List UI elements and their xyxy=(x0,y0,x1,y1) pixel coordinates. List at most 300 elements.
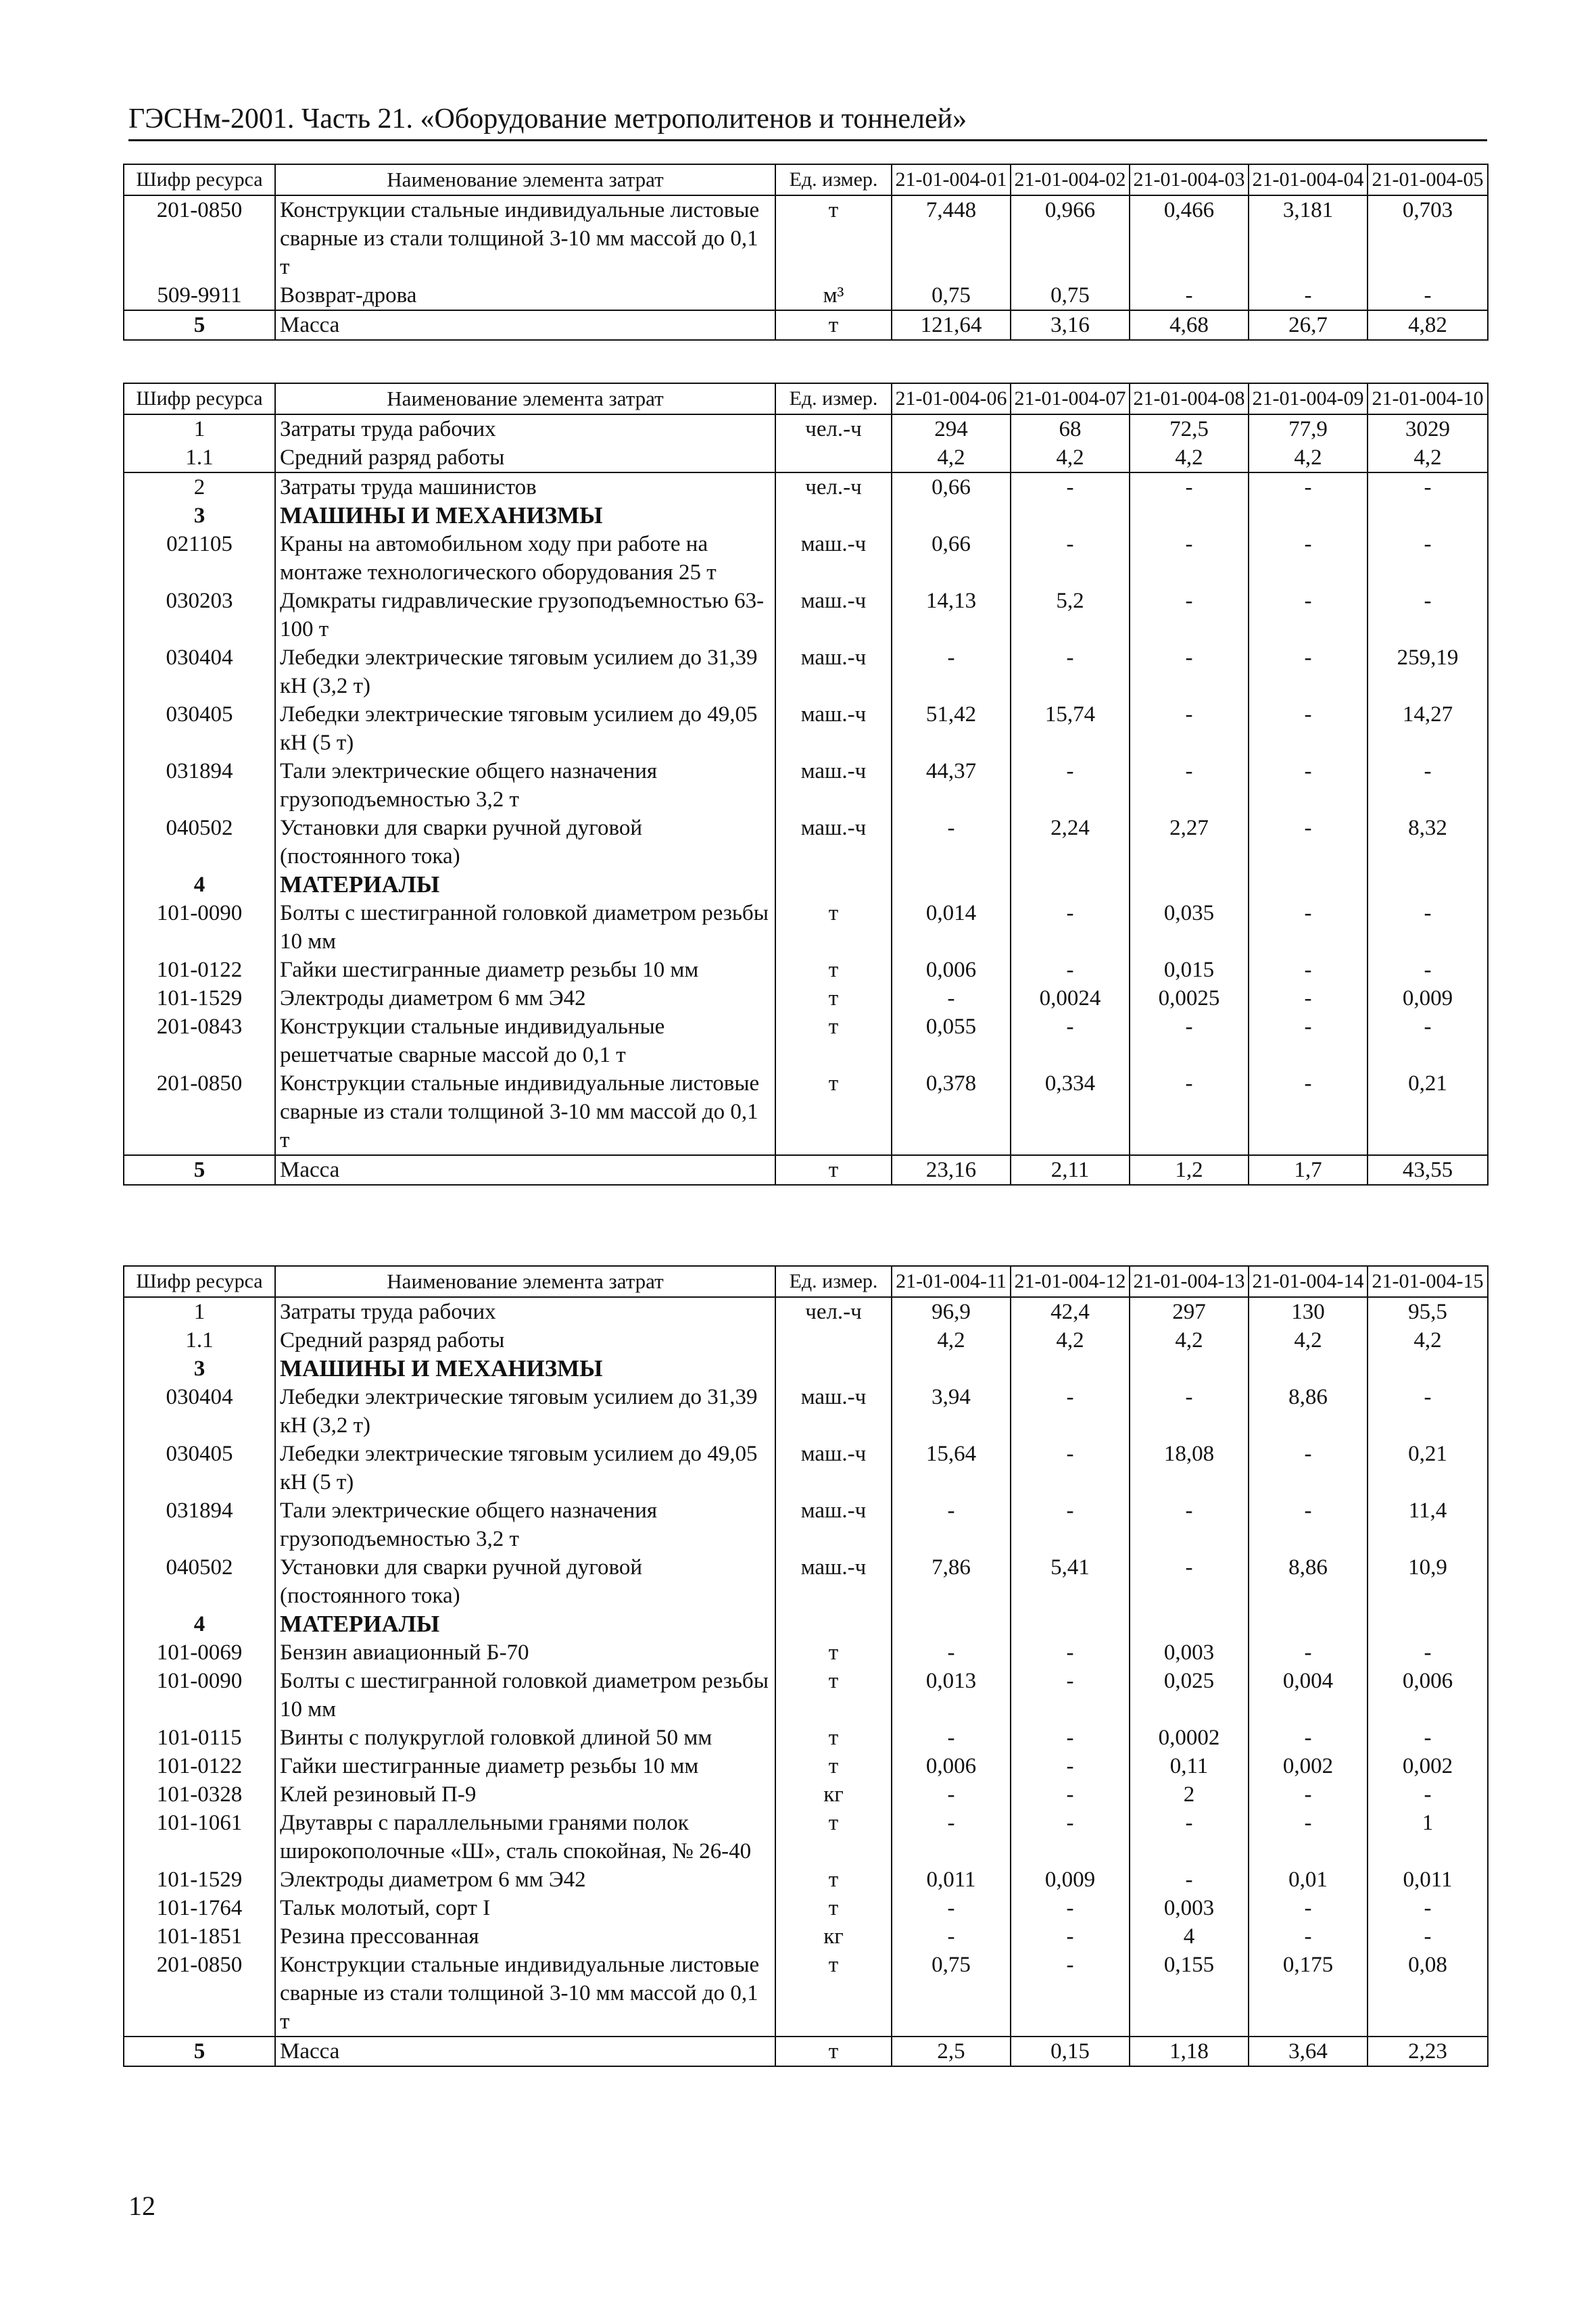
column-header-norm-code: 21-01-004-10 xyxy=(1368,383,1488,414)
value-cell: 4,2 xyxy=(1368,1326,1488,1355)
value-cell: - xyxy=(892,1809,1011,1866)
column-header-norm-code: 21-01-004-15 xyxy=(1368,1266,1488,1297)
value-cell: 15,74 xyxy=(1011,700,1130,757)
value-cell: 18,08 xyxy=(1130,1440,1249,1496)
value-cell: 0,035 xyxy=(1130,899,1249,956)
value-cell: - xyxy=(1249,1013,1368,1069)
value-cell: 3,16 xyxy=(1011,310,1130,340)
value-cell xyxy=(1130,502,1249,530)
value-cell: 68 xyxy=(1011,414,1130,443)
table-row xyxy=(124,1866,1488,1894)
column-header-norm-code: 21-01-004-11 xyxy=(892,1266,1011,1297)
value-cell: 2,11 xyxy=(1011,1155,1130,1185)
unit-cell: чел.-ч xyxy=(775,1297,892,1326)
value-cell: 7,86 xyxy=(892,1553,1011,1610)
value-cell: - xyxy=(1011,472,1130,502)
value-cell: - xyxy=(1011,1724,1130,1752)
unit-cell xyxy=(775,871,892,899)
value-cell: - xyxy=(1249,1780,1368,1809)
table-header-row xyxy=(124,1266,1488,1297)
value-cell: - xyxy=(1249,956,1368,984)
table-row xyxy=(124,700,1488,757)
value-cell: 96,9 xyxy=(892,1297,1011,1326)
resource-name-cell: Краны на автомобильном ходу при работе на монтаже технологического оборудования 25 т xyxy=(275,530,775,587)
column-header-norm-code: 21-01-004-04 xyxy=(1249,164,1368,195)
unit-cell: маш.-ч xyxy=(775,1553,892,1610)
value-cell: 51,42 xyxy=(892,700,1011,757)
section-row xyxy=(124,502,1488,530)
value-cell: 0,155 xyxy=(1130,1951,1249,2037)
unit-cell xyxy=(775,502,892,530)
value-cell: 14,27 xyxy=(1368,700,1488,757)
value-cell: 259,19 xyxy=(1368,643,1488,700)
column-header-norm-code: 21-01-004-14 xyxy=(1249,1266,1368,1297)
value-cell: 0,66 xyxy=(892,530,1011,587)
column-header-norm-code: 21-01-004-03 xyxy=(1130,164,1249,195)
resource-code-cell: 201-0850 xyxy=(124,1951,275,2037)
resource-name-cell: Лебедки электрические тяговым усилием до 49,05 кН (5 т) xyxy=(275,1440,775,1496)
resource-code-cell: 1.1 xyxy=(124,443,275,472)
value-cell: - xyxy=(1130,530,1249,587)
table-row xyxy=(124,643,1488,700)
value-cell: - xyxy=(1011,1951,1130,2037)
value-cell: - xyxy=(1130,1866,1249,1894)
resource-code-cell: 101-0115 xyxy=(124,1724,275,1752)
value-cell: - xyxy=(1368,1724,1488,1752)
value-cell: - xyxy=(1368,530,1488,587)
value-cell: 44,37 xyxy=(892,757,1011,814)
value-cell: 3,94 xyxy=(892,1383,1011,1440)
table-row xyxy=(124,472,1488,502)
total-mass-row xyxy=(124,310,1488,340)
resource-code-cell: 5 xyxy=(124,1155,275,1185)
value-cell: - xyxy=(1368,899,1488,956)
value-cell: 4,2 xyxy=(1368,443,1488,472)
value-cell: - xyxy=(892,1922,1011,1951)
table-row xyxy=(124,757,1488,814)
unit-cell: маш.-ч xyxy=(775,1440,892,1496)
resource-code-cell: 5 xyxy=(124,2037,275,2066)
column-header-unit: Ед. измер. xyxy=(775,164,892,195)
value-cell: - xyxy=(1011,1496,1130,1553)
value-cell: 0,66 xyxy=(892,472,1011,502)
column-header-norm-code: 21-01-004-13 xyxy=(1130,1266,1249,1297)
value-cell: 0,0024 xyxy=(1011,984,1130,1013)
value-cell: 3,64 xyxy=(1249,2037,1368,2066)
value-cell xyxy=(1249,871,1368,899)
value-cell: - xyxy=(1011,757,1130,814)
resource-name-cell: Затраты труда рабочих xyxy=(275,414,775,443)
value-cell: 3029 xyxy=(1368,414,1488,443)
value-cell: - xyxy=(1249,281,1368,310)
table-row xyxy=(124,1440,1488,1496)
value-cell xyxy=(1130,1610,1249,1638)
table-row xyxy=(124,195,1488,281)
resource-code-cell: 101-0328 xyxy=(124,1780,275,1809)
resource-table-2 xyxy=(123,383,1489,1186)
value-cell: - xyxy=(1249,530,1368,587)
value-cell: - xyxy=(892,1638,1011,1667)
value-cell: - xyxy=(1011,643,1130,700)
value-cell: 2 xyxy=(1130,1780,1249,1809)
value-cell: - xyxy=(1130,1809,1249,1866)
value-cell: 7,448 xyxy=(892,195,1011,281)
table-row xyxy=(124,443,1488,472)
resource-name-cell: Конструкции стальные индивидуальные листовые сварные из стали толщиной 3-10 мм массой до 0,1 т xyxy=(275,195,775,281)
value-cell xyxy=(1368,502,1488,530)
value-cell: 4,2 xyxy=(892,1326,1011,1355)
resource-code-cell: 1.1 xyxy=(124,1326,275,1355)
resource-name-cell: Болты с шестигранной головкой диаметром резьбы 10 мм xyxy=(275,1667,775,1724)
value-cell: 0,006 xyxy=(1368,1667,1488,1724)
column-header-norm-code: 21-01-004-06 xyxy=(892,383,1011,414)
page-header: ГЭСНм-2001. Часть 21. «Оборудование метрополитенов и тоннелей» xyxy=(128,101,1487,141)
column-header-name: Наименование элемента затрат xyxy=(275,383,775,414)
resource-name-cell: Конструкции стальные индивидуальные листовые сварные из стали толщиной 3-10 мм массой до 0,1 т xyxy=(275,1069,775,1155)
value-cell xyxy=(1249,1355,1368,1383)
value-cell: 2,27 xyxy=(1130,814,1249,871)
value-cell: - xyxy=(1130,643,1249,700)
value-cell: 0,966 xyxy=(1011,195,1130,281)
resource-name-cell: МАШИНЫ И МЕХАНИЗМЫ xyxy=(275,502,775,530)
unit-cell: чел.-ч xyxy=(775,414,892,443)
total-mass-row xyxy=(124,2037,1488,2066)
value-cell: 1,2 xyxy=(1130,1155,1249,1185)
column-header-unit: Ед. измер. xyxy=(775,383,892,414)
value-cell: 4,2 xyxy=(1130,1326,1249,1355)
value-cell: 10,9 xyxy=(1368,1553,1488,1610)
value-cell: 0,002 xyxy=(1249,1752,1368,1780)
table-row xyxy=(124,530,1488,587)
value-cell: 5,2 xyxy=(1011,587,1130,643)
resource-code-cell: 101-0090 xyxy=(124,1667,275,1724)
unit-cell: т xyxy=(775,1866,892,1894)
resource-name-cell: Электроды диаметром 6 мм Э42 xyxy=(275,1866,775,1894)
column-header-norm-code: 21-01-004-02 xyxy=(1011,164,1130,195)
value-cell: 0,055 xyxy=(892,1013,1011,1069)
value-cell: 4,2 xyxy=(1011,443,1130,472)
value-cell: - xyxy=(1368,757,1488,814)
value-cell: - xyxy=(892,1496,1011,1553)
value-cell xyxy=(1249,502,1368,530)
value-cell: 4,2 xyxy=(892,443,1011,472)
column-header-norm-code: 21-01-004-01 xyxy=(892,164,1011,195)
resource-name-cell: Лебедки электрические тяговым усилием до 31,39 кН (3,2 т) xyxy=(275,643,775,700)
unit-cell: маш.-ч xyxy=(775,1383,892,1440)
value-cell: - xyxy=(1249,1638,1368,1667)
unit-cell xyxy=(775,1326,892,1355)
value-cell xyxy=(1368,1610,1488,1638)
resource-name-cell: Средний разряд работы xyxy=(275,1326,775,1355)
resource-code-cell: 040502 xyxy=(124,1553,275,1610)
value-cell: 0,15 xyxy=(1011,2037,1130,2066)
resource-name-cell: Затраты труда машинистов xyxy=(275,472,775,502)
value-cell: - xyxy=(1249,984,1368,1013)
value-cell: - xyxy=(1130,587,1249,643)
table-header-row xyxy=(124,383,1488,414)
resource-name-cell: Гайки шестигранные диаметр резьбы 10 мм xyxy=(275,1752,775,1780)
value-cell: 0,013 xyxy=(892,1667,1011,1724)
value-cell: 3,181 xyxy=(1249,195,1368,281)
resource-name-cell: Резина прессованная xyxy=(275,1922,775,1951)
unit-cell: т xyxy=(775,1069,892,1155)
resource-name-cell: Лебедки электрические тяговым усилием до 49,05 кН (5 т) xyxy=(275,700,775,757)
table-row xyxy=(124,1069,1488,1155)
value-cell: 130 xyxy=(1249,1297,1368,1326)
resource-name-cell: Болты с шестигранной головкой диаметром резьбы 10 мм xyxy=(275,899,775,956)
value-cell: 0,006 xyxy=(892,1752,1011,1780)
resource-name-cell: Масса xyxy=(275,310,775,340)
resource-code-cell: 4 xyxy=(124,1610,275,1638)
value-cell: - xyxy=(1368,956,1488,984)
resource-code-cell: 101-1529 xyxy=(124,984,275,1013)
value-cell: 0,014 xyxy=(892,899,1011,956)
resource-name-cell: Тали электрические общего назначения грузоподъемностью 3,2 т xyxy=(275,757,775,814)
value-cell: 2,23 xyxy=(1368,2037,1488,2066)
unit-cell xyxy=(775,1610,892,1638)
value-cell: - xyxy=(1130,757,1249,814)
resource-code-cell: 030404 xyxy=(124,643,275,700)
unit-cell: т xyxy=(775,310,892,340)
value-cell xyxy=(892,871,1011,899)
value-cell: 0,703 xyxy=(1368,195,1488,281)
resource-name-cell: Винты с полукруглой головкой длиной 50 мм xyxy=(275,1724,775,1752)
value-cell: - xyxy=(892,1894,1011,1922)
value-cell: 8,86 xyxy=(1249,1383,1368,1440)
table-row xyxy=(124,1553,1488,1610)
value-cell: - xyxy=(1011,899,1130,956)
resource-code-cell: 201-0850 xyxy=(124,1069,275,1155)
value-cell: 0,002 xyxy=(1368,1752,1488,1780)
table-row xyxy=(124,1922,1488,1951)
value-cell xyxy=(892,1355,1011,1383)
resource-name-cell: Затраты труда рабочих xyxy=(275,1297,775,1326)
value-cell xyxy=(1011,1610,1130,1638)
unit-cell: т xyxy=(775,195,892,281)
unit-cell: маш.-ч xyxy=(775,814,892,871)
value-cell: 4,2 xyxy=(1249,443,1368,472)
value-cell: 8,32 xyxy=(1368,814,1488,871)
value-cell: 0,0002 xyxy=(1130,1724,1249,1752)
table-row xyxy=(124,956,1488,984)
column-header-norm-code: 21-01-004-07 xyxy=(1011,383,1130,414)
unit-cell: т xyxy=(775,984,892,1013)
value-cell: 0,21 xyxy=(1368,1069,1488,1155)
value-cell: - xyxy=(1130,1553,1249,1610)
value-cell: 4,2 xyxy=(1011,1326,1130,1355)
value-cell: - xyxy=(1368,1383,1488,1440)
resource-code-cell: 101-1851 xyxy=(124,1922,275,1951)
column-header-name: Наименование элемента затрат xyxy=(275,164,775,195)
table-row xyxy=(124,1297,1488,1326)
unit-cell xyxy=(775,1355,892,1383)
value-cell: - xyxy=(1011,956,1130,984)
value-cell: - xyxy=(1011,1013,1130,1069)
resource-table-1 xyxy=(123,164,1489,341)
resource-code-cell: 5 xyxy=(124,310,275,340)
resource-code-cell: 101-0122 xyxy=(124,1752,275,1780)
resource-code-cell: 101-1529 xyxy=(124,1866,275,1894)
value-cell: - xyxy=(1011,1922,1130,1951)
unit-cell: т xyxy=(775,956,892,984)
resource-name-cell: Лебедки электрические тяговым усилием до 31,39 кН (3,2 т) xyxy=(275,1383,775,1440)
value-cell: 297 xyxy=(1130,1297,1249,1326)
table-row xyxy=(124,1667,1488,1724)
value-cell: 0,003 xyxy=(1130,1638,1249,1667)
resource-code-cell: 201-0850 xyxy=(124,195,275,281)
value-cell: - xyxy=(1011,1894,1130,1922)
value-cell: - xyxy=(1249,1894,1368,1922)
unit-cell: т xyxy=(775,1752,892,1780)
value-cell xyxy=(892,1610,1011,1638)
table-row xyxy=(124,1752,1488,1780)
value-cell: - xyxy=(1368,1013,1488,1069)
table-row xyxy=(124,1951,1488,2037)
value-cell: 5,41 xyxy=(1011,1553,1130,1610)
value-cell: 0,0025 xyxy=(1130,984,1249,1013)
resource-code-cell: 030203 xyxy=(124,587,275,643)
value-cell: 43,55 xyxy=(1368,1155,1488,1185)
table-row xyxy=(124,1894,1488,1922)
value-cell: 0,006 xyxy=(892,956,1011,984)
value-cell: 0,334 xyxy=(1011,1069,1130,1155)
value-cell: - xyxy=(1011,1638,1130,1667)
table-row xyxy=(124,1780,1488,1809)
section-row xyxy=(124,871,1488,899)
column-header-name: Наименование элемента затрат xyxy=(275,1266,775,1297)
value-cell: - xyxy=(1249,1809,1368,1866)
value-cell: - xyxy=(1249,1922,1368,1951)
value-cell: 0,08 xyxy=(1368,1951,1488,2037)
unit-cell: т xyxy=(775,1894,892,1922)
unit-cell: кг xyxy=(775,1922,892,1951)
resource-code-cell: 201-0843 xyxy=(124,1013,275,1069)
resource-code-cell: 1 xyxy=(124,1297,275,1326)
value-cell xyxy=(1011,1355,1130,1383)
resource-code-cell: 021105 xyxy=(124,530,275,587)
value-cell: - xyxy=(1368,281,1488,310)
unit-cell: т xyxy=(775,1638,892,1667)
resource-code-cell: 4 xyxy=(124,871,275,899)
value-cell: - xyxy=(1130,1496,1249,1553)
value-cell: 8,86 xyxy=(1249,1553,1368,1610)
value-cell xyxy=(1011,871,1130,899)
value-cell xyxy=(1249,1610,1368,1638)
table-row xyxy=(124,984,1488,1013)
value-cell: 0,01 xyxy=(1249,1866,1368,1894)
resource-name-cell: Гайки шестигранные диаметр резьбы 10 мм xyxy=(275,956,775,984)
unit-cell: м³ xyxy=(775,281,892,310)
value-cell: - xyxy=(1011,1780,1130,1809)
value-cell: - xyxy=(1368,1638,1488,1667)
unit-cell: маш.-ч xyxy=(775,587,892,643)
value-cell: 4,2 xyxy=(1249,1326,1368,1355)
page-number: 12 xyxy=(128,2191,155,2221)
unit-cell: т xyxy=(775,2037,892,2066)
value-cell: 0,175 xyxy=(1249,1951,1368,2037)
resource-code-cell: 3 xyxy=(124,1355,275,1383)
value-cell: - xyxy=(1368,1894,1488,1922)
table-row xyxy=(124,1809,1488,1866)
value-cell: - xyxy=(1011,1752,1130,1780)
unit-cell: кг xyxy=(775,1780,892,1809)
resource-name-cell: Конструкции стальные индивидуальные листовые сварные из стали толщиной 3-10 мм массой до 0,1 т xyxy=(275,1951,775,2037)
value-cell: 14,13 xyxy=(892,587,1011,643)
resource-code-cell: 030404 xyxy=(124,1383,275,1440)
value-cell: 4 xyxy=(1130,1922,1249,1951)
resource-code-cell: 2 xyxy=(124,472,275,502)
resource-name-cell: МАТЕРИАЛЫ xyxy=(275,1610,775,1638)
value-cell: - xyxy=(1130,281,1249,310)
resource-code-cell: 3 xyxy=(124,502,275,530)
column-header-unit: Ед. измер. xyxy=(775,1266,892,1297)
value-cell: - xyxy=(1249,472,1368,502)
value-cell: - xyxy=(892,1724,1011,1752)
value-cell: - xyxy=(1249,1724,1368,1752)
value-cell: 23,16 xyxy=(892,1155,1011,1185)
unit-cell: маш.-ч xyxy=(775,757,892,814)
value-cell: - xyxy=(1249,1069,1368,1155)
value-cell: - xyxy=(892,814,1011,871)
resource-name-cell: Электроды диаметром 6 мм Э42 xyxy=(275,984,775,1013)
section-row xyxy=(124,1355,1488,1383)
resource-name-cell: Двутавры с параллельными гранями полок широкополочные «Ш», сталь спокойная, № 26-40 xyxy=(275,1809,775,1866)
column-header-norm-code: 21-01-004-12 xyxy=(1011,1266,1130,1297)
table-row xyxy=(124,1383,1488,1440)
value-cell: 11,4 xyxy=(1368,1496,1488,1553)
value-cell: - xyxy=(1011,1667,1130,1724)
resource-code-cell: 1 xyxy=(124,414,275,443)
value-cell: - xyxy=(892,643,1011,700)
value-cell: - xyxy=(1368,1922,1488,1951)
value-cell: 121,64 xyxy=(892,310,1011,340)
value-cell: 0,378 xyxy=(892,1069,1011,1155)
value-cell: 0,466 xyxy=(1130,195,1249,281)
value-cell: - xyxy=(1249,1440,1368,1496)
resource-code-cell: 101-0122 xyxy=(124,956,275,984)
resource-name-cell: Средний разряд работы xyxy=(275,443,775,472)
column-header-code: Шифр ресурса xyxy=(124,383,275,414)
table-row xyxy=(124,1496,1488,1553)
value-cell: 0,011 xyxy=(1368,1866,1488,1894)
resource-name-cell: МАТЕРИАЛЫ xyxy=(275,871,775,899)
value-cell: 0,75 xyxy=(1011,281,1130,310)
column-header-code: Шифр ресурса xyxy=(124,164,275,195)
unit-cell: т xyxy=(775,1809,892,1866)
resource-code-cell: 040502 xyxy=(124,814,275,871)
value-cell: 4,82 xyxy=(1368,310,1488,340)
value-cell: 0,75 xyxy=(892,1951,1011,2037)
value-cell: 0,025 xyxy=(1130,1667,1249,1724)
value-cell: - xyxy=(1368,1780,1488,1809)
value-cell xyxy=(892,502,1011,530)
value-cell: - xyxy=(1249,643,1368,700)
resource-name-cell: МАШИНЫ И МЕХАНИЗМЫ xyxy=(275,1355,775,1383)
resource-code-cell: 101-1764 xyxy=(124,1894,275,1922)
table-row xyxy=(124,1724,1488,1752)
value-cell: 95,5 xyxy=(1368,1297,1488,1326)
resource-table-3 xyxy=(123,1265,1489,2067)
column-header-norm-code: 21-01-004-08 xyxy=(1130,383,1249,414)
value-cell: 0,21 xyxy=(1368,1440,1488,1496)
value-cell: - xyxy=(1249,700,1368,757)
value-cell xyxy=(1368,871,1488,899)
value-cell xyxy=(1368,1355,1488,1383)
resource-name-cell: Домкраты гидравлические грузоподъемностью 63-100 т xyxy=(275,587,775,643)
value-cell: - xyxy=(1368,587,1488,643)
table-row xyxy=(124,414,1488,443)
value-cell: - xyxy=(1011,1440,1130,1496)
